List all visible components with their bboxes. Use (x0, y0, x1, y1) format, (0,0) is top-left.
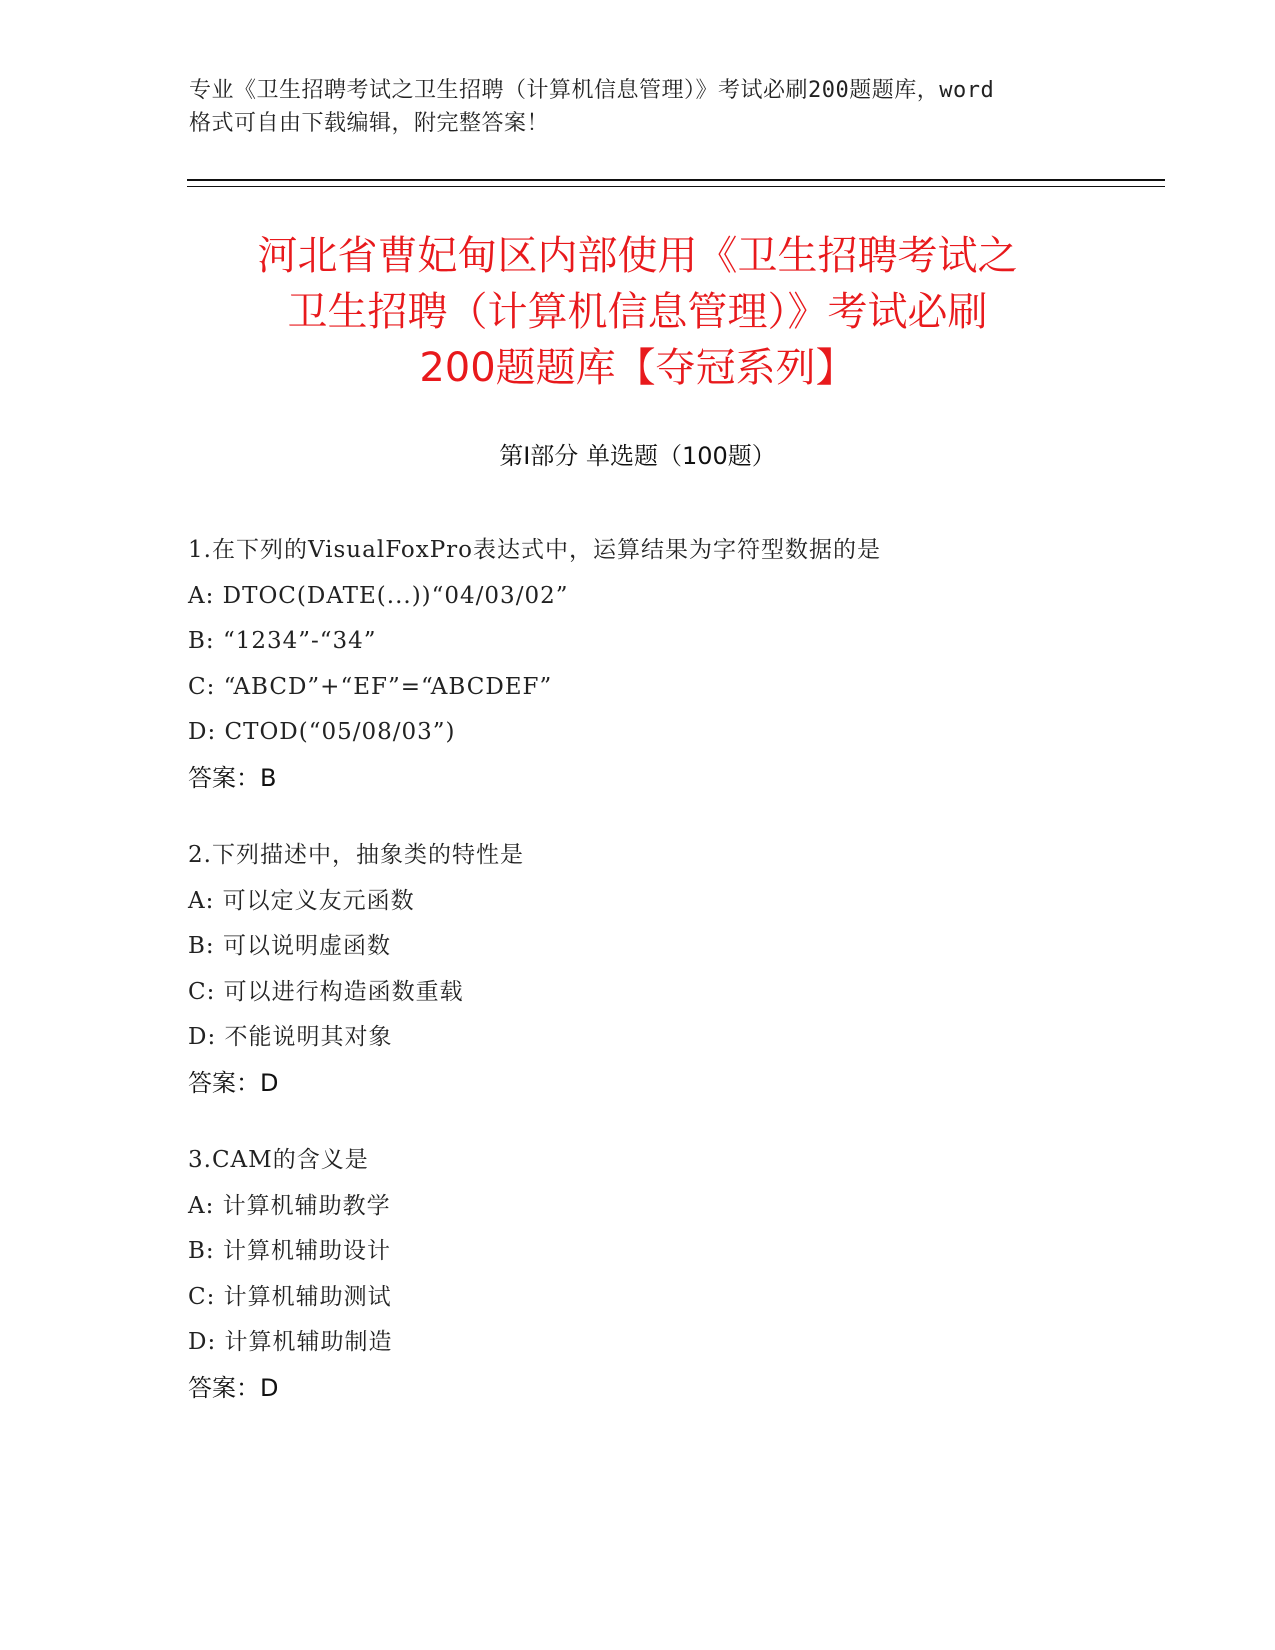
answer: 答案：D (188, 1373, 279, 1402)
option-d: D: 计算机辅助制造 (188, 1329, 393, 1355)
question-stem: 1.在下列的VisualFoxPro表达式中，运算结果为字符型数据的是 (188, 537, 882, 563)
section-heading: 第Ⅰ部分 单选题（100题） (499, 442, 776, 470)
option-b: B: 计算机辅助设计 (188, 1238, 391, 1264)
option-a: A: DTOC(DATE(...))“04/03/02” (188, 582, 569, 609)
question-stem: 3.CAM的含义是 (188, 1147, 369, 1173)
header-divider-thick (187, 179, 1165, 181)
option-b: B: “1234”-“34” (188, 628, 377, 654)
option-a: A: 可以定义友元函数 (188, 887, 415, 914)
header-note-line-1: 专业《卫生招聘考试之卫生招聘（计算机信息管理）》考试必刷200题题库，word (189, 78, 995, 103)
option-d: D: CTOD(“05/08/03”) (188, 719, 456, 745)
option-c: C: 计算机辅助测试 (188, 1283, 392, 1310)
question-stem: 2.下列描述中，抽象类的特性是 (188, 842, 524, 868)
answer: 答案：B (188, 763, 277, 792)
header-note (189, 74, 1089, 140)
option-d: D: 不能说明其对象 (188, 1024, 393, 1050)
header-divider-thin (187, 186, 1165, 187)
document-title (150, 228, 1125, 396)
option-b: B: 可以说明虚函数 (188, 933, 391, 959)
question-3 (188, 1138, 1148, 1411)
question-list (188, 528, 1148, 1443)
option-c: C: 可以进行构造函数重载 (188, 978, 464, 1005)
title-line-1: 河北省曹妃甸区内部使用《卫生招聘考试之 (257, 233, 1018, 279)
question-1 (188, 528, 1148, 801)
question-2 (188, 833, 1148, 1106)
header-note-line-2: 格式可自由下载编辑，附完整答案！ (189, 111, 550, 136)
answer: 答案：D (188, 1068, 279, 1097)
option-c: C: “ABCD”+“EF”=“ABCDEF” (188, 673, 553, 700)
title-line-3: 200题题库【夺冠系列】 (419, 345, 856, 391)
option-a: A: 计算机辅助教学 (188, 1192, 391, 1219)
title-line-2: 卫生招聘（计算机信息管理）》考试必刷 (287, 289, 988, 335)
